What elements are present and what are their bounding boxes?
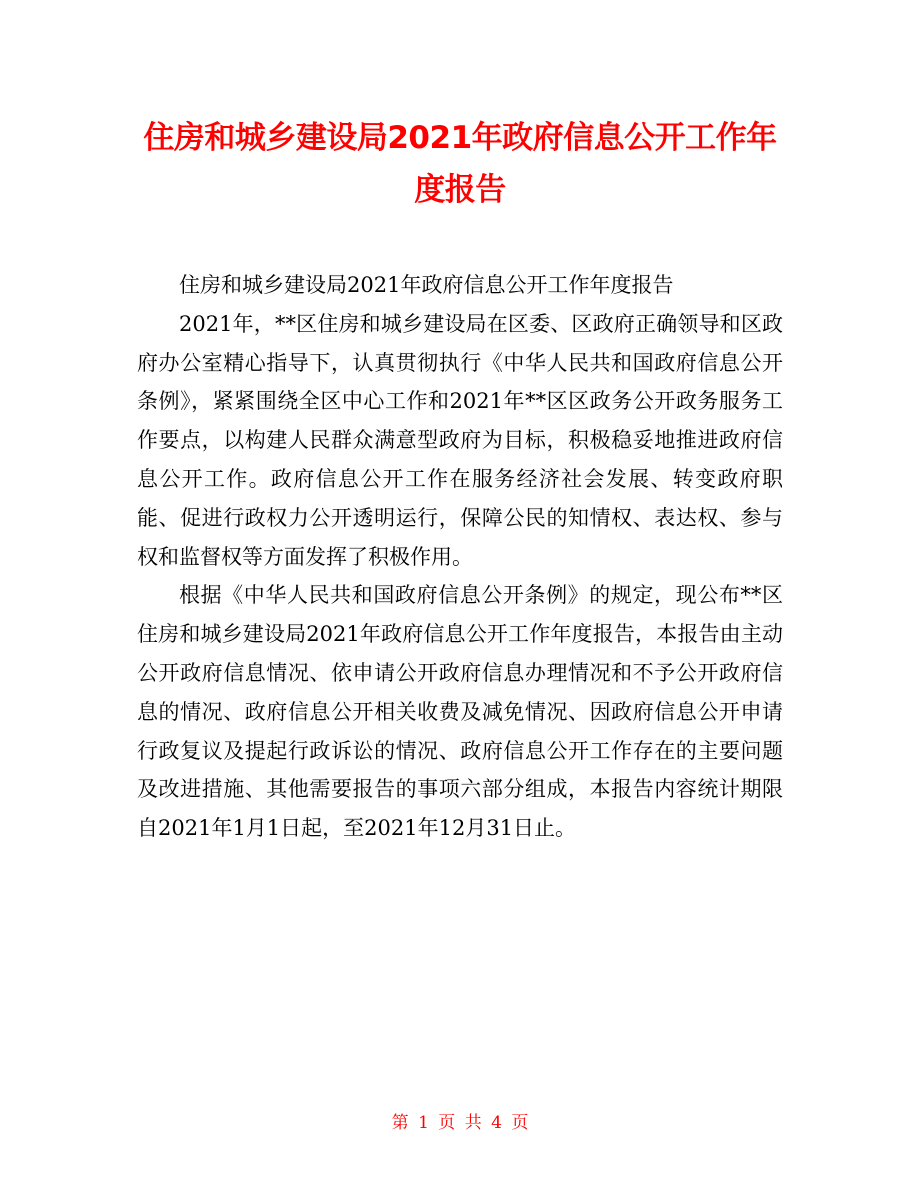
document-title: 住房和城乡建设局2021年政府信息公开工作年度报告 xyxy=(143,120,777,208)
document-body xyxy=(137,266,783,848)
body-paragraph-intro: 2021年，**区住房和城乡建设局在区委、区政府正确领导和区政府办公室精心指导下，认真贯彻执行《中华人民共和国政府信息公开条例》，紧紧围绕全区中心工作和2021年**区区政务公开政务服务工作要点，以构建人民群众满意型政府为目标，积极稳妥地推进政府信息公开工作。政府信息公开工作在服务经济社会发展、转变政府职能、促进行政权力公开透明运行，保障公民的知情权、表达权、参与权和监督权等方面发挥了积极作用。 xyxy=(137,311,783,569)
page-number-footer: 第 1 页 共 4 页 xyxy=(391,1113,529,1133)
body-paragraph-scope: 根据《中华人民共和国政府信息公开条例》的规定，现公布**区住房和城乡建设局2021年政府信息公开工作年度报告，本报告由主动公开政府信息情况、依申请公开政府信息办理情况和不予公开政府信息的情况、政府信息公开相关收费及减免情况、因政府信息公开申请行政复议及提起行政诉讼的情况、政府信息公开工作存在的主要问题及改进措施、其他需要报告的事项六部分组成，本报告内容统计期限自2021年1月1日起，至2021年12月31日止。 xyxy=(137,583,783,841)
body-paragraph-heading: 住房和城乡建设局2021年政府信息公开工作年度报告 xyxy=(179,273,674,297)
